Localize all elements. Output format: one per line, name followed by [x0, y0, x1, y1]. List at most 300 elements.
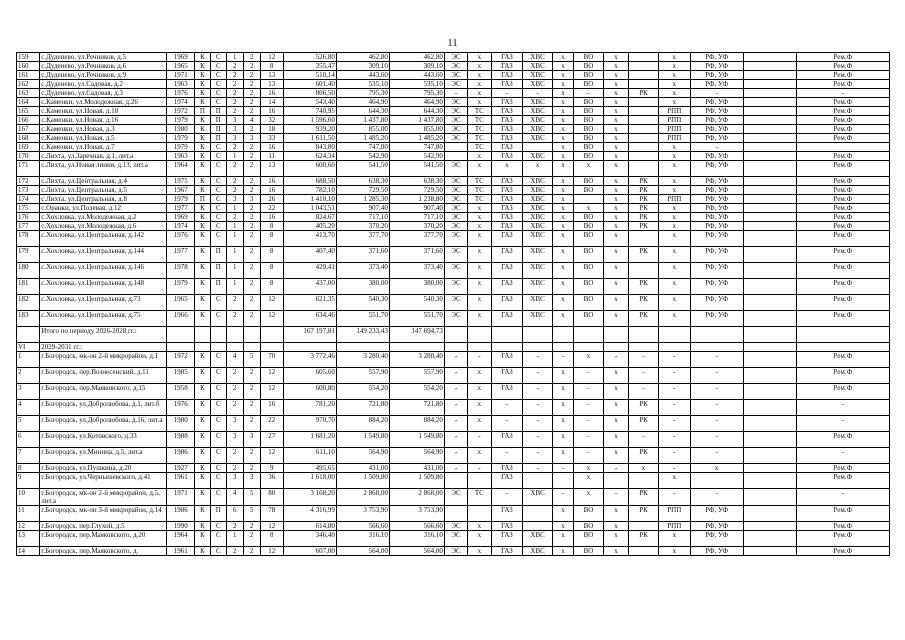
cell-s4 [523, 473, 553, 489]
cell-s7: х [603, 143, 628, 152]
cell-s1: ЭС [444, 547, 467, 556]
cell-e: 2 [243, 263, 260, 279]
table-row [17, 464, 890, 473]
cell-s12 [796, 327, 889, 343]
cell-m: К [194, 448, 210, 464]
cell-s6: ВО [574, 186, 604, 195]
cell-s11 [743, 231, 796, 247]
cell-a3: 564,00 [389, 547, 444, 556]
cell-t: С [210, 448, 226, 464]
cell-s7: х [603, 263, 628, 279]
cell-addr: с.Каменки, ул.Новая, д.10 [40, 107, 167, 116]
cell-s12: Рем.Ф [796, 186, 889, 195]
cell-a2: 717,10 [336, 213, 389, 222]
cell-s9: х [658, 231, 690, 247]
cell-addr: с.Дуденево, ул.Садовая, д.2 [40, 80, 167, 89]
cell-addr: с.Хохловка, ул.Центральная, д.75 [40, 311, 167, 327]
cell-s6: - [574, 448, 604, 464]
cell-addr: с.Каменки, ул.Новая, д.16 [40, 116, 167, 125]
cell-q: 22 [260, 416, 283, 432]
cell-s9: х [658, 247, 690, 263]
cell-s4: х [523, 161, 553, 177]
cell-a1: 621,35 [283, 295, 336, 311]
cell-f: 1 [226, 152, 243, 161]
cell-s4: ХВС [523, 186, 553, 195]
cell-addr: г.Богородск, ул.Чернышевского, д.41 [40, 473, 167, 489]
cell-a1: 781,20 [283, 400, 336, 416]
cell-s11 [743, 432, 796, 448]
cell-s9: х [658, 152, 690, 161]
cell-s9: - [658, 448, 690, 464]
cell-m: К [194, 464, 210, 473]
cell-e: 2 [243, 464, 260, 473]
cell-s3: ГАЗ [491, 231, 523, 247]
cell-s9: - [658, 368, 690, 384]
table-row [17, 177, 890, 186]
cell-s11 [743, 143, 796, 152]
table-row [17, 400, 890, 416]
cell-a2: 309,10 [336, 62, 389, 71]
cell-s9: - [658, 400, 690, 416]
cell-s8: РК [629, 400, 659, 416]
cell-s2: х [468, 222, 491, 231]
cell-s4: ХВС [523, 231, 553, 247]
cell-t: П [210, 506, 226, 522]
cell-a2: 1 285,30 [336, 195, 389, 204]
table-row [17, 416, 890, 432]
cell-y: 1980 [167, 416, 195, 432]
cell-y: 1965 [167, 62, 195, 71]
cell-n: 6 [17, 432, 40, 448]
cell-a1: 939,20 [283, 125, 336, 134]
cell-f: 2 [226, 522, 243, 531]
cell-f: 3 [226, 125, 243, 134]
cell-a2: 855,00 [336, 125, 389, 134]
cell-s10: РФ, УФ [690, 186, 743, 195]
cell-s1: ЭС [444, 107, 467, 116]
cell-a1: 1 043,51 [283, 204, 336, 213]
cell-t: С [210, 464, 226, 473]
cell-y: 1985 [167, 368, 195, 384]
cell-s2: ТС [468, 143, 491, 152]
cell-m: К [194, 71, 210, 80]
housing-register-table [16, 52, 890, 556]
cell-s3: ГАЗ [491, 107, 523, 116]
cell-a2: 443,60 [336, 71, 389, 80]
cell-s12 [796, 143, 889, 152]
cell-n: 1 [17, 352, 40, 368]
cell-a1: 634,46 [283, 311, 336, 327]
cell-q: 18 [260, 125, 283, 134]
cell-s3: ГАЗ [491, 352, 523, 368]
cell-a2: 566,60 [336, 522, 389, 531]
cell-s4: ХВС [523, 134, 553, 143]
cell-s8 [629, 116, 659, 125]
cell-s4: ХВС [523, 116, 553, 125]
cell-a1 [283, 343, 336, 352]
cell-a3: 638,30 [389, 177, 444, 186]
cell-n: 8 [17, 464, 40, 473]
cell-s10: - [690, 368, 743, 384]
cell-addr: с.Хохловка, ул.Центральная, д.148 [40, 279, 167, 295]
cell-s1: ЭС [444, 186, 467, 195]
cell-a3: 795,30 [389, 89, 444, 98]
cell-s2: х [468, 547, 491, 556]
cell-m: К [194, 222, 210, 231]
cell-s9: х [658, 80, 690, 89]
cell-n: 168 [17, 134, 40, 143]
cell-y: 1961 [167, 547, 195, 556]
cell-e: 2 [243, 125, 260, 134]
cell-s6: ВО [574, 263, 604, 279]
cell-m: К [194, 247, 210, 263]
table-row [17, 343, 890, 352]
cell-s7: х [603, 204, 628, 213]
cell-f: 2 [226, 62, 243, 71]
cell-s5: х [552, 222, 573, 231]
cell-s3: ГАЗ [491, 547, 523, 556]
cell-s10: РФ, УФ [690, 522, 743, 531]
cell-s3: ГАЗ [491, 116, 523, 125]
cell-a1: 782,10 [283, 186, 336, 195]
cell-s7: х [603, 177, 628, 186]
cell-m: К [194, 116, 210, 125]
cell-s12: Рем.Ф [796, 432, 889, 448]
cell-s6: - [574, 89, 604, 98]
cell-y: 1986 [167, 448, 195, 464]
cell-s4: ХВС [523, 531, 553, 547]
cell-s5: х [552, 531, 573, 547]
cell-s6: ВО [574, 222, 604, 231]
cell-s12: - [796, 416, 889, 432]
cell-s7: х [603, 222, 628, 231]
cell-s8 [629, 143, 659, 152]
cell-s8: - [629, 352, 659, 368]
cell-s7: х [603, 506, 628, 522]
cell-t [210, 327, 226, 343]
cell-m: К [194, 80, 210, 89]
cell-s1: ЭС [444, 531, 467, 547]
table-row [17, 186, 890, 195]
cell-f [226, 327, 243, 343]
cell-q: 78 [260, 506, 283, 522]
cell-s2: - [468, 464, 491, 473]
cell-s2: ТС [468, 134, 491, 143]
cell-t: С [210, 53, 226, 62]
cell-q: 8 [260, 263, 283, 279]
cell-m: К [194, 295, 210, 311]
cell-s11 [743, 473, 796, 489]
table-row [17, 134, 890, 143]
table-row [17, 213, 890, 222]
cell-m: К [194, 98, 210, 107]
cell-s8: х [629, 464, 659, 473]
cell-s2: ТС [468, 107, 491, 116]
cell-a3: 3 753,90 [389, 506, 444, 522]
cell-a2: 1 509,80 [336, 473, 389, 489]
cell-s9: х [658, 161, 690, 177]
cell-s4: ХВС [523, 98, 553, 107]
cell-s4: ХВС [523, 125, 553, 134]
cell-n: 165 [17, 107, 40, 116]
cell-y [167, 343, 195, 352]
cell-s7: х [603, 89, 628, 98]
cell-s2: ТС [468, 125, 491, 134]
cell-s11 [743, 134, 796, 143]
cell-s9: - [658, 384, 690, 400]
cell-a3: 884,20 [389, 416, 444, 432]
cell-s3: ГАЗ [491, 432, 523, 448]
cell-s5: х [552, 186, 573, 195]
cell-s10: РФ, УФ [690, 152, 743, 161]
cell-a1: 740,95 [283, 107, 336, 116]
cell-s7: х [603, 125, 628, 134]
cell-s2 [468, 343, 491, 352]
cell-s2 [468, 473, 491, 489]
cell-s5: х [552, 71, 573, 80]
cell-e: 3 [243, 134, 260, 143]
table-row [17, 295, 890, 311]
cell-a3 [389, 343, 444, 352]
cell-s6: ВО [574, 506, 604, 522]
cell-y: 1979 [167, 279, 195, 295]
cell-e: 2 [243, 80, 260, 89]
cell-s3: ГАЗ [491, 368, 523, 384]
cell-q: 12 [260, 295, 283, 311]
cell-s6: ВО [574, 152, 604, 161]
cell-q: 12 [260, 53, 283, 62]
cell-s1 [444, 143, 467, 152]
cell-e: 2 [243, 400, 260, 416]
cell-s4: - [523, 432, 553, 448]
table-row [17, 125, 890, 134]
cell-s5: х [552, 368, 573, 384]
cell-a1: 3 168,20 [283, 489, 336, 506]
cell-n: 173 [17, 186, 40, 195]
cell-m: К [194, 161, 210, 177]
cell-s2: х [468, 161, 491, 177]
cell-a2: 729,50 [336, 186, 389, 195]
cell-s5: х [552, 448, 573, 464]
cell-s4 [523, 327, 553, 343]
cell-s6: х [574, 352, 604, 368]
cell-s3: ГАЗ [491, 279, 523, 295]
cell-q: 8 [260, 531, 283, 547]
cell-f [226, 343, 243, 352]
cell-m: К [194, 143, 210, 152]
cell-e: 2 [243, 522, 260, 531]
cell-s12: Рем.Ф [796, 161, 889, 177]
cell-s10: - [690, 89, 743, 98]
cell-s9: РПП [658, 522, 690, 531]
table-row [17, 327, 890, 343]
cell-s8 [629, 134, 659, 143]
cell-s3: ГАЗ [491, 186, 523, 195]
cell-n: 169 [17, 143, 40, 152]
cell-s9: х [658, 473, 690, 489]
cell-a1: 843,80 [283, 143, 336, 152]
cell-s12: Рем.Ф [796, 80, 889, 89]
cell-q: 8 [260, 279, 283, 295]
cell-s1: ЭС [444, 62, 467, 71]
cell-y: 1969 [167, 53, 195, 62]
cell-s5: х [552, 143, 573, 152]
cell-s9: х [658, 213, 690, 222]
cell-s11 [743, 448, 796, 464]
cell-s4: - [523, 464, 553, 473]
table-row [17, 384, 890, 400]
cell-s3: ГАЗ [491, 177, 523, 186]
table-row [17, 53, 890, 62]
cell-s1: ЭС [444, 71, 467, 80]
cell-a3: 644,30 [389, 107, 444, 116]
cell-t: С [210, 80, 226, 89]
cell-n: 178 [17, 231, 40, 247]
cell-s7: х [603, 432, 628, 448]
cell-q: 13 [260, 71, 283, 80]
cell-s7: х [603, 247, 628, 263]
cell-s11 [743, 531, 796, 547]
cell-e: 2 [243, 89, 260, 98]
cell-s5: х [552, 432, 573, 448]
cell-s3: ГАЗ [491, 134, 523, 143]
cell-s2: х [468, 89, 491, 98]
cell-s7: х [603, 531, 628, 547]
cell-a1: 167 197,81 [283, 327, 336, 343]
cell-e: 4 [243, 116, 260, 125]
cell-s5: х [552, 195, 573, 204]
cell-s2: х [468, 204, 491, 213]
cell-a2: 431,00 [336, 464, 389, 473]
cell-y: 1967 [167, 186, 195, 195]
cell-s4: ХВС [523, 311, 553, 327]
cell-s8: РК [629, 279, 659, 295]
cell-s2: ТС [468, 186, 491, 195]
cell-a2: 540,30 [336, 295, 389, 311]
cell-s8 [629, 62, 659, 71]
cell-s10: РФ, УФ [690, 80, 743, 89]
cell-f: 2 [226, 107, 243, 116]
cell-s12: Рем.Ф [796, 98, 889, 107]
cell-s1: ЭС [444, 213, 467, 222]
cell-s2: ТС [468, 116, 491, 125]
page-number: 11 [447, 37, 458, 49]
cell-s6: ВО [574, 107, 604, 116]
cell-y: 1975 [167, 177, 195, 186]
cell-s1: - [444, 464, 467, 473]
cell-s1: ЭС [444, 177, 467, 186]
cell-s8 [629, 263, 659, 279]
table-row [17, 62, 890, 71]
cell-s1 [444, 473, 467, 489]
cell-f: 4 [226, 489, 243, 506]
cell-s3: ГАЗ [491, 152, 523, 161]
cell-s12: Рем.Ф [796, 547, 889, 556]
cell-a2: 554,20 [336, 384, 389, 400]
cell-s4: ХВС [523, 213, 553, 222]
cell-s4 [523, 506, 553, 522]
cell-f: 2 [226, 311, 243, 327]
cell-a2: 380,00 [336, 279, 389, 295]
cell-s5: х [552, 547, 573, 556]
cell-y: 1986 [167, 506, 195, 522]
cell-addr: с.Хохловка, ул.Центральная, д.142 [40, 231, 167, 247]
cell-a1: 1 596,60 [283, 116, 336, 125]
cell-f: 3 [226, 473, 243, 489]
cell-s11 [743, 186, 796, 195]
cell-s2: х [468, 311, 491, 327]
cell-s10: РФ, УФ [690, 263, 743, 279]
cell-t: С [210, 384, 226, 400]
cell-a1: 824,67 [283, 213, 336, 222]
cell-a3: 443,60 [389, 71, 444, 80]
cell-s11 [743, 161, 796, 177]
cell-addr: г.Богородск, ул.Добролюбова, д.16, лит.а [40, 416, 167, 432]
cell-s10: РФ, УФ [690, 231, 743, 247]
cell-s5 [552, 473, 573, 489]
cell-s11 [743, 506, 796, 522]
cell-s7: х [603, 134, 628, 143]
cell-e: 2 [243, 71, 260, 80]
cell-s6: х [574, 473, 604, 489]
cell-s9: - [658, 489, 690, 506]
cell-a2: 884,20 [336, 416, 389, 432]
cell-y: 1974 [167, 98, 195, 107]
cell-s6: ВО [574, 53, 604, 62]
cell-s11 [743, 195, 796, 204]
cell-m: К [194, 506, 210, 522]
cell-s8: РК [629, 186, 659, 195]
cell-s4 [523, 143, 553, 152]
cell-s8: РК [629, 295, 659, 311]
cell-s8: РК [629, 222, 659, 231]
cell-n: 170 [17, 152, 40, 161]
cell-s3: - [491, 400, 523, 416]
cell-s3: ГАЗ [491, 531, 523, 547]
cell-s3: - [491, 416, 523, 432]
cell-s1: - [444, 352, 467, 368]
cell-e: 2 [243, 222, 260, 231]
cell-s1: ЭС [444, 222, 467, 231]
table-row [17, 448, 890, 464]
cell-f: 2 [226, 400, 243, 416]
cell-s5: х [552, 506, 573, 522]
cell-a3: 431,00 [389, 464, 444, 473]
cell-s2: х [468, 368, 491, 384]
cell-a1: 407,40 [283, 247, 336, 263]
cell-a1: 1 618,00 [283, 473, 336, 489]
cell-t: П [210, 116, 226, 125]
cell-n: 160 [17, 62, 40, 71]
cell-s7 [603, 343, 628, 352]
cell-s12: Рем.Ф [796, 134, 889, 143]
cell-t: С [210, 416, 226, 432]
cell-s9: РПП [658, 134, 690, 143]
cell-a1: 600,80 [283, 384, 336, 400]
cell-a1: 4 316,99 [283, 506, 336, 522]
cell-s5: х [552, 152, 573, 161]
cell-s6: ВО [574, 80, 604, 89]
cell-s11 [743, 416, 796, 432]
cell-s8 [629, 71, 659, 80]
cell-f: 3 [226, 116, 243, 125]
cell-s5: х [552, 80, 573, 89]
cell-s10: - [690, 448, 743, 464]
cell-s8 [629, 53, 659, 62]
cell-s5: х [552, 204, 573, 213]
cell-s8 [629, 231, 659, 247]
cell-s11 [743, 327, 796, 343]
